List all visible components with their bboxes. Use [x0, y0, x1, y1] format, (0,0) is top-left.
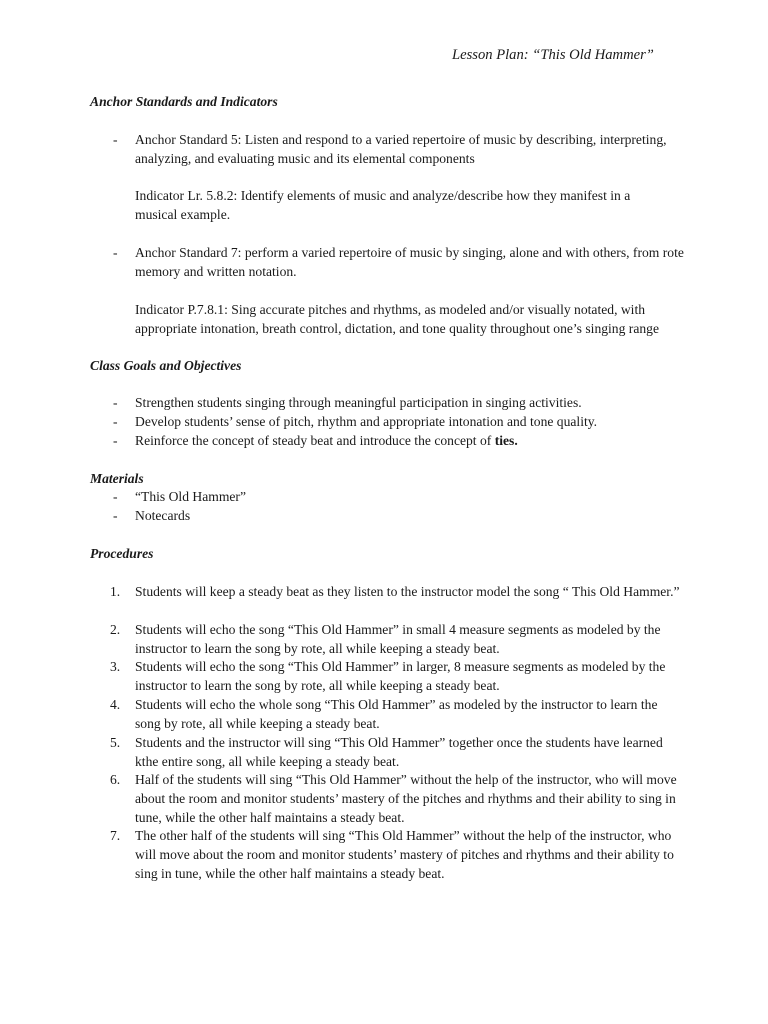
- materials-heading: Materials: [90, 471, 144, 486]
- anchor-standard-7: Anchor Standard 7: perform a varied repertoire of music by singing, alone and with others, from rote memory and written notation.: [135, 245, 684, 279]
- anchor-standards-heading: Anchor Standards and Indicators: [90, 94, 278, 109]
- step-number: 4.: [110, 697, 121, 712]
- list-bullet: -: [113, 132, 118, 147]
- indicator-lr-5-8-2: Indicator Lr. 5.8.2: Identify elements of music and analyze/describe how they manifest in a musical example.: [135, 188, 631, 222]
- page-header-title: Lesson Plan: “This Old Hammer”: [452, 47, 654, 63]
- step-number: 3.: [110, 659, 121, 674]
- indicator-p-7-8-1: Indicator P.7.8.1: Sing accurate pitches and rhythms, as modeled and/or visually notated, with appropriate intonation, breath control, dictation, and tone quality throughout one’s singing range: [135, 302, 659, 336]
- procedure-step: Students will echo the whole song “This Old Hammer” as modeled by the instructor to learn the song by rote, all while keeping a steady beat.: [135, 697, 658, 731]
- procedure-step: Students and the instructor will sing “This Old Hammer” together once the students have learned kthe entire song, all while keeping a steady beat.: [135, 735, 663, 769]
- step-number: 7.: [110, 828, 121, 843]
- ties-term: ties.: [494, 433, 518, 448]
- step-number: 5.: [110, 735, 121, 750]
- goal-item: [135, 431, 685, 450]
- procedures-heading: Procedures: [90, 546, 154, 561]
- list-bullet: -: [113, 414, 118, 429]
- list-bullet: -: [113, 395, 118, 410]
- procedure-step: Students will echo the song “This Old Hammer” in small 4 measure segments as modeled by the instructor to learn the song by rote, all while keeping a steady beat.: [135, 622, 661, 656]
- material-item: “This Old Hammer”: [135, 489, 246, 504]
- procedure-step: Students will keep a steady beat as they listen to the instructor model the song “ This Old Hammer.”: [135, 584, 680, 599]
- procedure-step: Half of the students will sing “This Old Hammer” without the help of the instructor, who will move about the room and monitor students’ mastery of the pitches and rhythms and their ability to sing in tune, while the other half maintains a steady beat.: [135, 772, 677, 825]
- step-number: 2.: [110, 622, 121, 637]
- material-item: Notecards: [135, 508, 191, 523]
- list-bullet: -: [113, 489, 118, 504]
- list-bullet: -: [113, 433, 118, 448]
- list-bullet: -: [113, 508, 118, 523]
- step-number: 6.: [110, 772, 121, 787]
- goal-item: Develop students’ sense of pitch, rhythm and appropriate intonation and tone quality.: [135, 414, 598, 429]
- list-bullet: -: [113, 245, 118, 260]
- step-number: 1.: [110, 584, 121, 599]
- procedure-step: The other half of the students will sing “This Old Hammer” without the help of the instructor, who will move about the room and monitor students’ mastery of pitches and rhythms and their ability to sing in tune, while the other half maintains a steady beat.: [135, 828, 674, 881]
- goal-item-text: Reinforce the concept of steady beat and introduce the concept of: [135, 433, 495, 448]
- anchor-standard-5: Anchor Standard 5: Listen and respond to a varied repertoire of music by describing, interpreting, analyzing, and evaluating music and its elemental components: [135, 132, 667, 166]
- class-goals-heading: Class Goals and Objectives: [90, 358, 242, 373]
- procedure-step: Students will echo the song “This Old Hammer” in larger, 8 measure segments as modeled by the instructor to learn the song by rote, all while keeping a steady beat.: [135, 659, 666, 693]
- goal-item: Strengthen students singing through meaningful participation in singing activities.: [135, 395, 582, 410]
